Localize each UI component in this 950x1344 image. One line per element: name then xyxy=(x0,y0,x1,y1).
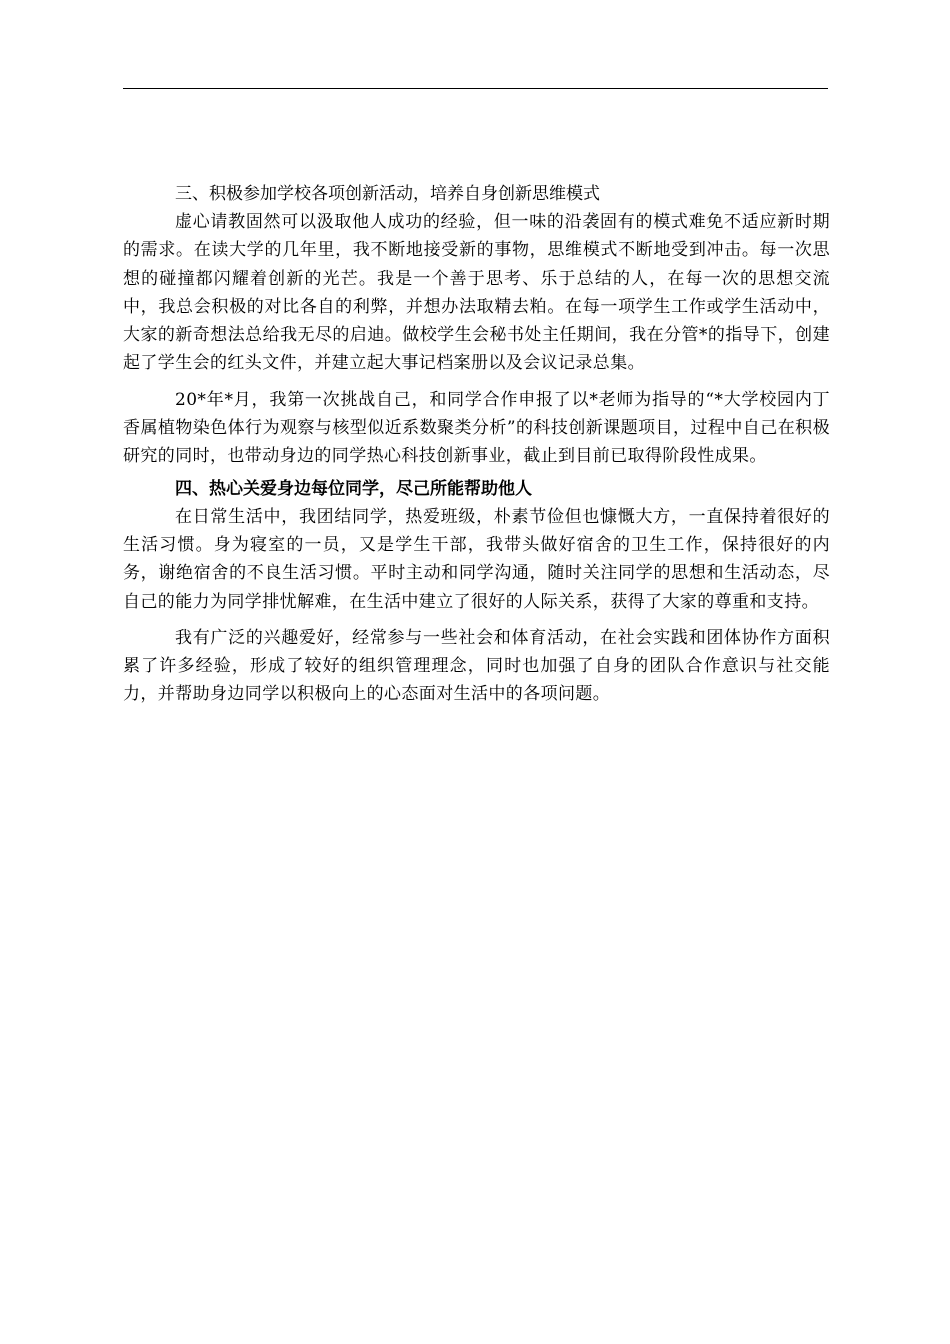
paragraph: 我有广泛的兴趣爱好，经常参与一些社会和体育活动，在社会实践和团体协作方面积累了许多经验，形成了较好的组织管理理念，同时也加强了自身的团队合作意识与社交能力，并帮助身边同学以积极向上的心态面对生活中的各项问题。 xyxy=(123,627,830,705)
paragraph: 虚心请教固然可以汲取他人成功的经验，但一味的沿袭固有的模式难免不适应新时期的需求。在读大学的几年里，我不断地接受新的事物，思维模式不断地受到冲击。每一次思想的碰撞都闪耀着创新的光芒。我是一个善于思考、乐于总结的人，在每一次的思想交流中，我总会积极的对比各自的利弊，并想办法取精去粕。在每一项学生工作或学生活动中，大家的新奇想法总给我无尽的启迪。做校学生会秘书处主任期间，我在分管*的指导下，创建起了学生会的红头文件，并建立起大事记档案册以及会议记录总集。 xyxy=(123,212,830,374)
paragraph: 在日常生活中，我团结同学，热爱班级，朴素节俭但也慷慨大方，一直保持着很好的生活习惯。身为寝室的一员，又是学生干部，我带头做好宿舍的卫生工作，保持很好的内务，谢绝宿舍的不良生活习惯。平时主动和同学沟通，随时关注同学的思想和生活动态，尽自己的能力为同学排忧解难，在生活中建立了很好的人际关系，获得了大家的尊重和支持。 xyxy=(123,506,830,612)
document-body xyxy=(123,180,830,709)
section-heading-4: 四、热心关爱身边每位同学，尽己所能帮助他人 xyxy=(175,478,532,499)
header-rule xyxy=(123,88,828,89)
section-heading-3: 三、积极参加学校各项创新活动，培养自身创新思维模式 xyxy=(175,184,600,204)
paragraph: 20*年*月，我第一次挑战自己，和同学合作申报了以*老师为指导的“*大学校园内丁香属植物染色体行为观察与核型似近系数聚类分析”的科技创新课题项目，过程中自己在积极研究的同时，也带动身边的同学热心科技创新事业，截止到目前已取得阶段性成果。 xyxy=(123,389,830,467)
